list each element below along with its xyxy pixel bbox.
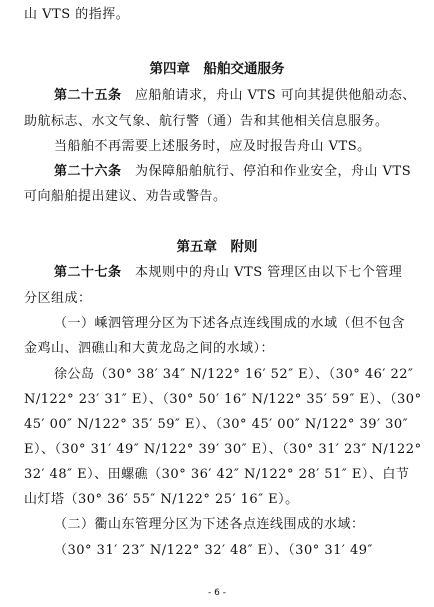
article-25-line — [54, 87, 416, 105]
text-line: 助航标志、水文气象、航行警（通）告和其他相关信息服务。 — [24, 114, 389, 129]
text-line: 45′ 00″ N/122° 35′ 59″ E）、（30° 45′ 00″ N/122° 39′ 30″ — [24, 417, 409, 432]
text-line: 32′ 48″ E）、田螺礁（30° 36′ 42″ N/122° 28′ 51″ E）、白节 — [24, 467, 410, 482]
article-26-line — [54, 163, 416, 181]
article-27-text: 本规则中的舟山 VTS 管理区由以下七个管理 — [121, 265, 403, 280]
text-line: 山 VTS 的指挥。 — [24, 7, 130, 22]
chapter-5-heading: 第五章 附则 — [176, 239, 258, 255]
text-line: 山灯塔（30° 36′ 55″ N/122° 25′ 16″ E）。 — [24, 492, 299, 507]
text-line: 金鸡山、泗礁山和大黄龙岛之间的水域）： — [24, 341, 275, 356]
page-number: - 6 - — [208, 588, 226, 598]
chapter-4-heading: 第四章 船舶交通服务 — [149, 61, 285, 77]
text-line: N/122° 23′ 31″ E）、（30° 50′ 16″ N/122° 35′ 59″ E）、（30° — [24, 392, 422, 407]
text-line: （二）衢山东管理分区为下述各点连线围成的水域： — [54, 517, 365, 532]
article-26-label: 第二十六条 — [54, 164, 122, 179]
article-25-label: 第二十五条 — [54, 88, 122, 103]
text-line: 可向船舶提出建议、劝告或警告。 — [24, 189, 227, 204]
article-27-label: 第二十七条 — [54, 265, 122, 280]
text-line: （一）嵊泗管理分区为下述各点连线围成的水域（但不包含 — [54, 316, 406, 331]
text-line: 徐公岛（30° 38′ 34″ N/122° 16′ 52″ E）、（30° 46′ 22″ — [54, 367, 414, 382]
text-line: （30° 31′ 23″ N/122° 32′ 48″ E）、（30° 31′ 49″ — [54, 543, 373, 558]
text-line: E）、（30° 31′ 49″ N/122° 39′ 30″ E）、（30° 31′ 23″ N/122° — [24, 442, 422, 457]
article-25-text: 应船舶请求，舟山 VTS 可向其提供他船动态、 — [121, 88, 416, 103]
text-line: 当船舶不再需要上述服务时，应及时报告舟山 VTS。 — [54, 139, 371, 154]
text-line: 分区组成： — [24, 291, 92, 306]
article-27-line — [54, 264, 416, 282]
article-26-text: 为保障船舶航行、停泊和作业安全，舟山 VTS — [121, 164, 412, 179]
